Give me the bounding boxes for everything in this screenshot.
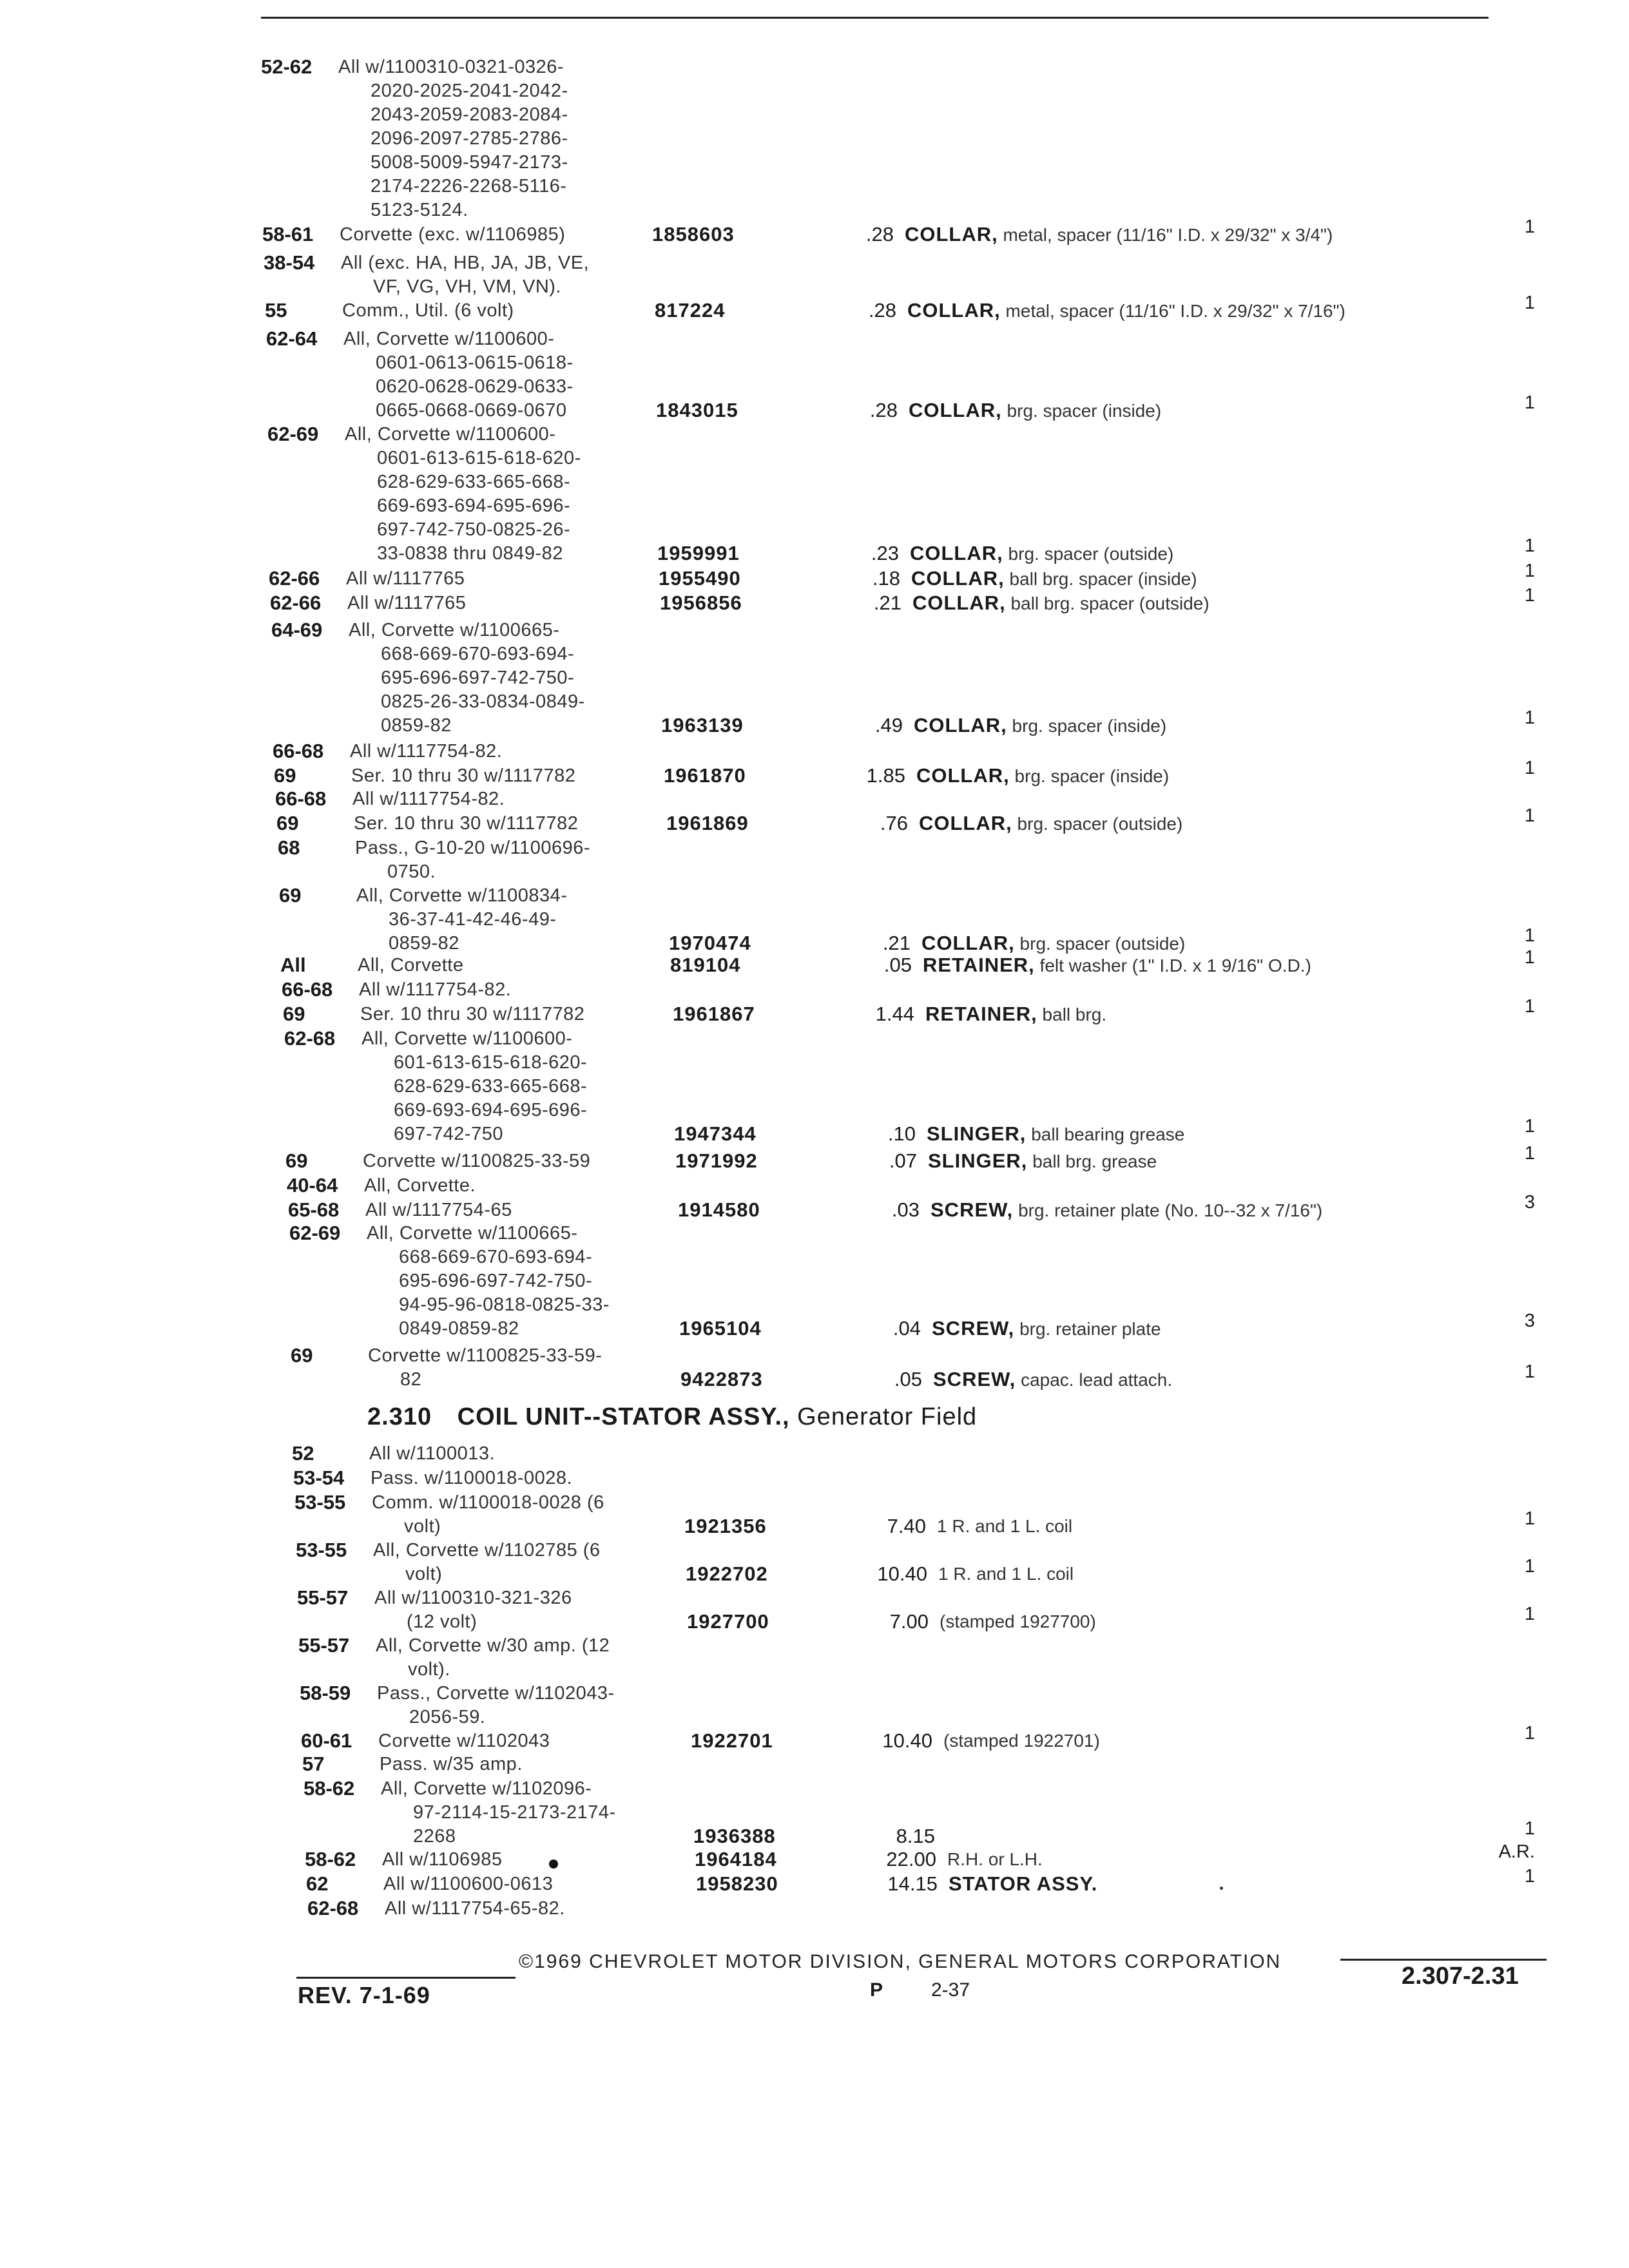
- list-price: .28: [865, 223, 894, 245]
- part-description: [927, 1122, 1184, 1146]
- application-line: All, Corvette w/1100600-: [361, 1028, 573, 1049]
- application-line: All w/1117754-82.: [350, 741, 503, 762]
- part-number: 1964184: [695, 1848, 777, 1870]
- revision-date: REV. 7-1-69: [298, 1982, 430, 2008]
- application-line: 697-742-750: [394, 1124, 503, 1144]
- part-number: 1963139: [661, 714, 744, 736]
- list-price: 1.85: [866, 764, 905, 787]
- part-description: [921, 932, 1185, 956]
- model-year: 57: [302, 1753, 325, 1775]
- application-line: All w/1100600-0613: [383, 1874, 554, 1894]
- part-name: COLLAR,: [911, 567, 1005, 590]
- model-year: 53-55: [294, 1491, 346, 1514]
- application-line: Ser. 10 thru 30 w/1117782: [360, 1004, 585, 1024]
- model-year: All: [280, 954, 306, 976]
- model-year: 69: [279, 884, 302, 907]
- application-line: All, Corvette w/1100600-: [343, 329, 555, 349]
- list-price: .18: [872, 567, 900, 590]
- stray-speck: [1220, 1887, 1223, 1890]
- application-line: All w/1117765: [346, 568, 465, 589]
- part-number: 1922701: [691, 1729, 773, 1752]
- part-name: STATOR ASSY.: [949, 1872, 1098, 1895]
- copyright-text: ©1969 CHEVROLET MOTOR DIVISION, GENERAL MOTORS CORPORATION: [519, 1951, 1282, 1972]
- part-number: 1936388: [693, 1825, 776, 1847]
- quantity: 1: [1524, 1604, 1535, 1624]
- application-line: volt): [405, 1564, 443, 1584]
- list-price: .21: [873, 591, 901, 614]
- list-price: .10: [887, 1122, 916, 1145]
- part-detail: 1 R. and 1 L. coil: [938, 1564, 1074, 1584]
- application-line: Pass. w/1100018-0028.: [371, 1468, 573, 1488]
- application-line: Comm., Util. (6 volt): [342, 300, 514, 321]
- part-name: COLLAR,: [905, 223, 998, 245]
- quantity: 1: [1524, 1361, 1535, 1382]
- application-line: Pass. w/35 amp.: [380, 1754, 523, 1774]
- part-name: COLLAR,: [912, 591, 1006, 614]
- application-line: Corvette w/1100825-33-59-: [368, 1345, 602, 1366]
- quantity: 1: [1524, 805, 1535, 826]
- list-price: .23: [871, 542, 899, 564]
- application-line: 2020-2025-2041-2042-: [371, 81, 568, 101]
- part-name: COLLAR,: [909, 399, 1002, 421]
- application-line: All w/1117754-82.: [352, 789, 505, 809]
- application-line: All, Corvette w/1100665-: [349, 620, 560, 640]
- list-price: .28: [869, 399, 898, 421]
- part-detail: capac. lead attach.: [1021, 1370, 1173, 1390]
- part-description: [907, 299, 1345, 323]
- application-line: All, Corvette w/1102785 (6: [373, 1540, 601, 1561]
- application-line: 697-742-750-0825-26-: [377, 519, 571, 540]
- model-year: 55-57: [297, 1586, 349, 1609]
- model-year: 53-54: [293, 1466, 345, 1489]
- application-line: Pass., G-10-20 w/1100696-: [355, 838, 590, 858]
- part-name: SLINGER,: [928, 1149, 1028, 1172]
- part-description: [947, 1848, 1043, 1871]
- section-title: COIL UNIT--STATOR ASSY.,: [457, 1403, 790, 1430]
- model-year: 38-54: [264, 251, 315, 274]
- application-line: Corvette w/1102043: [378, 1731, 550, 1751]
- part-number: 1956856: [660, 591, 742, 614]
- part-number: 1922702: [686, 1562, 768, 1585]
- part-number: 1961867: [673, 1003, 755, 1025]
- part-description: [923, 954, 1311, 977]
- model-year: 62-68: [307, 1897, 359, 1919]
- model-year: 66-68: [282, 978, 333, 1001]
- application-line: All w/1117754-82.: [359, 979, 512, 1000]
- part-name: COLLAR,: [914, 714, 1007, 736]
- list-price: 14.15: [887, 1872, 938, 1895]
- model-year: 66-68: [275, 787, 327, 810]
- list-price: 22.00: [886, 1848, 936, 1870]
- application-line: VF, VG, VH, VM, VN).: [373, 276, 561, 297]
- part-number: 1970474: [669, 932, 751, 954]
- application-line: 97-2114-15-2173-2174-: [413, 1802, 616, 1823]
- application-line: 668-669-670-693-694-: [381, 644, 575, 664]
- application-line: 5123-5124.: [371, 200, 468, 220]
- application-line: Corvette (exc. w/1106985): [340, 224, 566, 245]
- part-detail: brg. spacer (inside): [1012, 716, 1167, 736]
- application-line: All w/1100013.: [369, 1443, 496, 1464]
- part-name: COLLAR,: [916, 764, 1010, 787]
- quantity: 1: [1524, 707, 1535, 728]
- part-detail: (stamped 1927700): [940, 1611, 1096, 1631]
- part-detail: R.H. or L.H.: [947, 1849, 1043, 1869]
- model-year: 58-61: [262, 223, 314, 245]
- quantity: 1: [1524, 1508, 1535, 1529]
- application-line: 695-696-697-742-750-: [381, 668, 575, 688]
- quantity: A.R.: [1498, 1841, 1535, 1862]
- model-year: 68: [278, 836, 300, 859]
- quantity: 1: [1524, 1116, 1535, 1137]
- page-letter: P: [870, 1979, 883, 2001]
- application-line: 668-669-670-693-694-: [399, 1247, 593, 1267]
- quantity: 3: [1524, 1311, 1535, 1331]
- quantity: 1: [1524, 1866, 1535, 1887]
- application-line: 628-629-633-665-668-: [394, 1076, 588, 1097]
- part-number: 1959991: [657, 542, 740, 564]
- model-year: 69: [283, 1003, 305, 1025]
- page-number: 2-37: [931, 1979, 970, 2001]
- part-description: [909, 399, 1161, 423]
- quantity: 1: [1524, 216, 1535, 237]
- part-number: 817224: [655, 299, 726, 322]
- part-detail: (stamped 1922701): [943, 1731, 1100, 1751]
- application-line: 695-696-697-742-750-: [399, 1271, 593, 1291]
- part-number: 1961869: [666, 812, 749, 834]
- part-name: COLLAR,: [910, 542, 1003, 564]
- part-number: 9422873: [680, 1368, 763, 1390]
- part-description: [940, 1610, 1096, 1633]
- application-line: volt).: [408, 1659, 450, 1680]
- application-line: volt): [404, 1516, 441, 1537]
- application-line: 5008-5009-5947-2173-: [371, 152, 568, 173]
- part-name: RETAINER,: [923, 954, 1035, 976]
- model-year: 58-59: [300, 1682, 351, 1704]
- quantity: 1: [1524, 585, 1535, 606]
- part-number: 1927700: [687, 1610, 769, 1633]
- part-description: [910, 542, 1173, 566]
- part-name: COLLAR,: [921, 932, 1015, 954]
- quantity: 1: [1524, 925, 1535, 946]
- quantity: 1: [1524, 561, 1535, 581]
- application-line: All, Corvette w/30 amp. (12: [376, 1635, 610, 1656]
- part-description: [914, 714, 1166, 738]
- application-line: 628-629-633-665-668-: [377, 472, 571, 492]
- part-detail: felt washer (1" I.D. x 1 9/16" O.D.): [1039, 956, 1311, 975]
- part-detail: metal, spacer (11/16" I.D. x 29/32" x 7/16"): [1005, 301, 1345, 321]
- list-price: .04: [892, 1317, 921, 1340]
- application-line: 0601-0613-0615-0618-: [376, 352, 574, 373]
- quantity: 3: [1524, 1192, 1535, 1213]
- part-description: [930, 1198, 1322, 1222]
- part-number: 1971992: [675, 1149, 758, 1172]
- model-year: 52: [292, 1442, 314, 1465]
- part-detail: brg. spacer (outside): [1019, 934, 1186, 954]
- model-year: 58-62: [304, 1777, 355, 1800]
- quantity: 1: [1524, 535, 1535, 556]
- list-price: .05: [894, 1368, 922, 1390]
- part-detail: brg. retainer plate: [1019, 1319, 1161, 1339]
- quantity: 1: [1524, 947, 1535, 968]
- footer-rule-left: [296, 1977, 516, 1979]
- model-year: 60-61: [301, 1729, 352, 1752]
- application-line: 2056-59.: [409, 1707, 486, 1727]
- model-year: 52-62: [261, 55, 313, 78]
- part-description: [933, 1368, 1172, 1392]
- application-line: 0665-0668-0669-0670: [376, 400, 567, 421]
- section-heading: [367, 1403, 977, 1431]
- stray-dot: [549, 1860, 558, 1869]
- application-line: All w/1117754-65-82.: [385, 1898, 565, 1919]
- part-detail: metal, spacer (11/16" I.D. x 29/32" x 3/4"): [1003, 225, 1333, 245]
- footer-rule-right: [1340, 1959, 1547, 1961]
- section-range: 2.307-2.31: [1402, 1963, 1519, 1990]
- model-year: 66-68: [273, 740, 324, 762]
- quantity: 1: [1524, 758, 1535, 778]
- part-number: 1958230: [696, 1872, 778, 1895]
- model-year: 40-64: [287, 1174, 338, 1196]
- application-line: 2096-2097-2785-2786-: [371, 128, 568, 149]
- part-detail: brg. spacer (inside): [1007, 401, 1162, 421]
- part-detail: ball brg. grease: [1032, 1151, 1157, 1171]
- list-price: 7.00: [889, 1610, 929, 1633]
- part-number: 1914580: [678, 1198, 760, 1221]
- part-name: SCREW,: [932, 1317, 1015, 1340]
- part-description: [938, 1562, 1074, 1586]
- part-detail: brg. spacer (outside): [1008, 544, 1174, 564]
- application-line: Ser. 10 thru 30 w/1117782: [351, 765, 576, 786]
- part-number: 1961870: [664, 764, 746, 787]
- application-line: 669-693-694-695-696-: [377, 495, 571, 516]
- part-number: 1965104: [679, 1317, 762, 1340]
- application-line: 601-613-615-618-620-: [394, 1052, 588, 1073]
- model-year: 69: [274, 764, 296, 787]
- application-line: All, Corvette w/1102096-: [381, 1778, 592, 1799]
- application-line: All, Corvette w/1100834-: [356, 885, 568, 906]
- model-year: 53-55: [296, 1539, 347, 1561]
- part-name: SLINGER,: [927, 1122, 1027, 1145]
- model-year: 64-69: [271, 619, 323, 641]
- part-description: [932, 1317, 1161, 1341]
- model-year: 62-69: [267, 423, 319, 445]
- application-line: All w/1100310-321-326: [374, 1588, 572, 1608]
- list-price: .21: [882, 932, 911, 954]
- part-detail: 1 R. and 1 L. coil: [937, 1516, 1073, 1536]
- model-year: 55: [265, 299, 287, 322]
- part-detail: brg. spacer (inside): [1014, 766, 1170, 786]
- application-line: Pass., Corvette w/1102043-: [377, 1683, 615, 1704]
- list-price: .49: [874, 714, 903, 736]
- list-price: .07: [889, 1149, 917, 1172]
- application-line: 33-0838 thru 0849-82: [377, 543, 563, 564]
- quantity: 1: [1524, 1143, 1535, 1164]
- part-description: [949, 1872, 1097, 1896]
- quantity: 1: [1524, 1556, 1535, 1577]
- list-price: 7.40: [887, 1515, 926, 1537]
- quantity: 1: [1524, 1818, 1535, 1839]
- application-line: 0825-26-33-0834-0849-: [381, 691, 585, 712]
- application-line: All (exc. HA, HB, JA, JB, VE,: [341, 253, 590, 273]
- application-line: Ser. 10 thru 30 w/1117782: [354, 813, 579, 834]
- part-detail: ball bearing grease: [1031, 1124, 1185, 1144]
- quantity: 1: [1524, 996, 1535, 1017]
- part-detail: brg. spacer (outside): [1017, 814, 1183, 834]
- application-line: Comm. w/1100018-0028 (6: [372, 1492, 604, 1513]
- model-year: 69: [285, 1149, 308, 1172]
- application-line: All w/1117765: [347, 593, 467, 613]
- part-number: 1955490: [659, 567, 741, 590]
- list-price: .05: [883, 954, 912, 976]
- section-number: 2.310: [367, 1403, 432, 1430]
- part-name: RETAINER,: [925, 1003, 1037, 1025]
- part-number: 1921356: [684, 1515, 767, 1537]
- application-line: (12 volt): [407, 1611, 477, 1632]
- application-line: All, Corvette w/1100600-: [345, 424, 556, 445]
- model-year: 55-57: [298, 1634, 350, 1657]
- model-year: 65-68: [288, 1198, 340, 1221]
- quantity: 1: [1524, 392, 1535, 413]
- application-line: 0750.: [387, 861, 436, 882]
- model-year: 62-64: [266, 327, 318, 350]
- part-description: [905, 223, 1333, 247]
- model-year: 62-69: [289, 1222, 341, 1244]
- application-line: 2268: [413, 1826, 456, 1847]
- section-subtitle: Generator Field: [797, 1403, 978, 1430]
- application-line: 2043-2059-2083-2084-: [371, 104, 568, 125]
- application-line: 0859-82: [389, 933, 459, 954]
- part-description: [911, 567, 1197, 591]
- quantity: 1: [1524, 1723, 1535, 1744]
- application-line: Corvette w/1100825-33-59: [363, 1151, 591, 1171]
- model-year: 62: [306, 1872, 329, 1895]
- application-line: All, Corvette w/1100665-: [367, 1223, 578, 1244]
- part-number: 1843015: [656, 399, 738, 421]
- model-year: 69: [291, 1344, 313, 1367]
- part-number: 819104: [670, 954, 741, 976]
- application-line: 0620-0628-0629-0633-: [376, 376, 574, 397]
- part-number: 1858603: [652, 223, 735, 245]
- part-description: [937, 1515, 1072, 1538]
- model-year: 69: [276, 812, 299, 834]
- part-name: SCREW,: [930, 1198, 1014, 1221]
- part-description: [916, 764, 1169, 788]
- application-line: All, Corvette: [358, 955, 464, 975]
- part-detail: ball brg. spacer (outside): [1010, 593, 1210, 613]
- list-price: 1.44: [875, 1003, 914, 1025]
- part-description: [912, 591, 1210, 615]
- list-price: .28: [868, 299, 896, 322]
- part-description: [919, 812, 1182, 836]
- application-line: 669-693-694-695-696-: [394, 1100, 588, 1120]
- part-detail: ball brg.: [1042, 1004, 1107, 1024]
- list-price: .76: [880, 812, 908, 834]
- part-detail: ball brg. spacer (inside): [1009, 569, 1197, 589]
- application-line: All w/1100310-0321-0326-: [338, 57, 564, 77]
- application-line: 82: [400, 1369, 422, 1390]
- list-price: 10.40: [882, 1729, 932, 1752]
- application-line: All, Corvette.: [364, 1175, 476, 1196]
- quantity: 1: [1524, 293, 1535, 313]
- part-name: COLLAR,: [907, 299, 1001, 322]
- part-description: [928, 1149, 1157, 1173]
- application-line: All w/1117754-65: [365, 1200, 512, 1220]
- part-name: COLLAR,: [919, 812, 1012, 834]
- application-line: 94-95-96-0818-0825-33-: [399, 1294, 610, 1315]
- list-price: 8.15: [896, 1825, 935, 1847]
- part-description: [925, 1003, 1106, 1026]
- application-line: 36-37-41-42-46-49-: [389, 909, 557, 930]
- model-year: 62-66: [269, 567, 320, 590]
- model-year: 58-62: [305, 1848, 356, 1870]
- application-line: 0849-0859-82: [399, 1318, 519, 1339]
- application-line: All w/1106985: [382, 1849, 503, 1870]
- model-year: 62-66: [270, 591, 322, 614]
- list-price: .03: [891, 1198, 920, 1221]
- list-price: 10.40: [877, 1562, 927, 1585]
- model-year: 62-68: [284, 1027, 336, 1050]
- part-description: [943, 1729, 1100, 1753]
- part-detail: brg. retainer plate (No. 10--32 x 7/16"): [1018, 1200, 1323, 1220]
- part-number: 1947344: [674, 1122, 757, 1145]
- application-line: 2174-2226-2268-5116-: [371, 176, 567, 197]
- application-line: 0601-613-615-618-620-: [377, 448, 581, 468]
- application-line: 0859-82: [381, 715, 452, 736]
- part-name: SCREW,: [933, 1368, 1016, 1390]
